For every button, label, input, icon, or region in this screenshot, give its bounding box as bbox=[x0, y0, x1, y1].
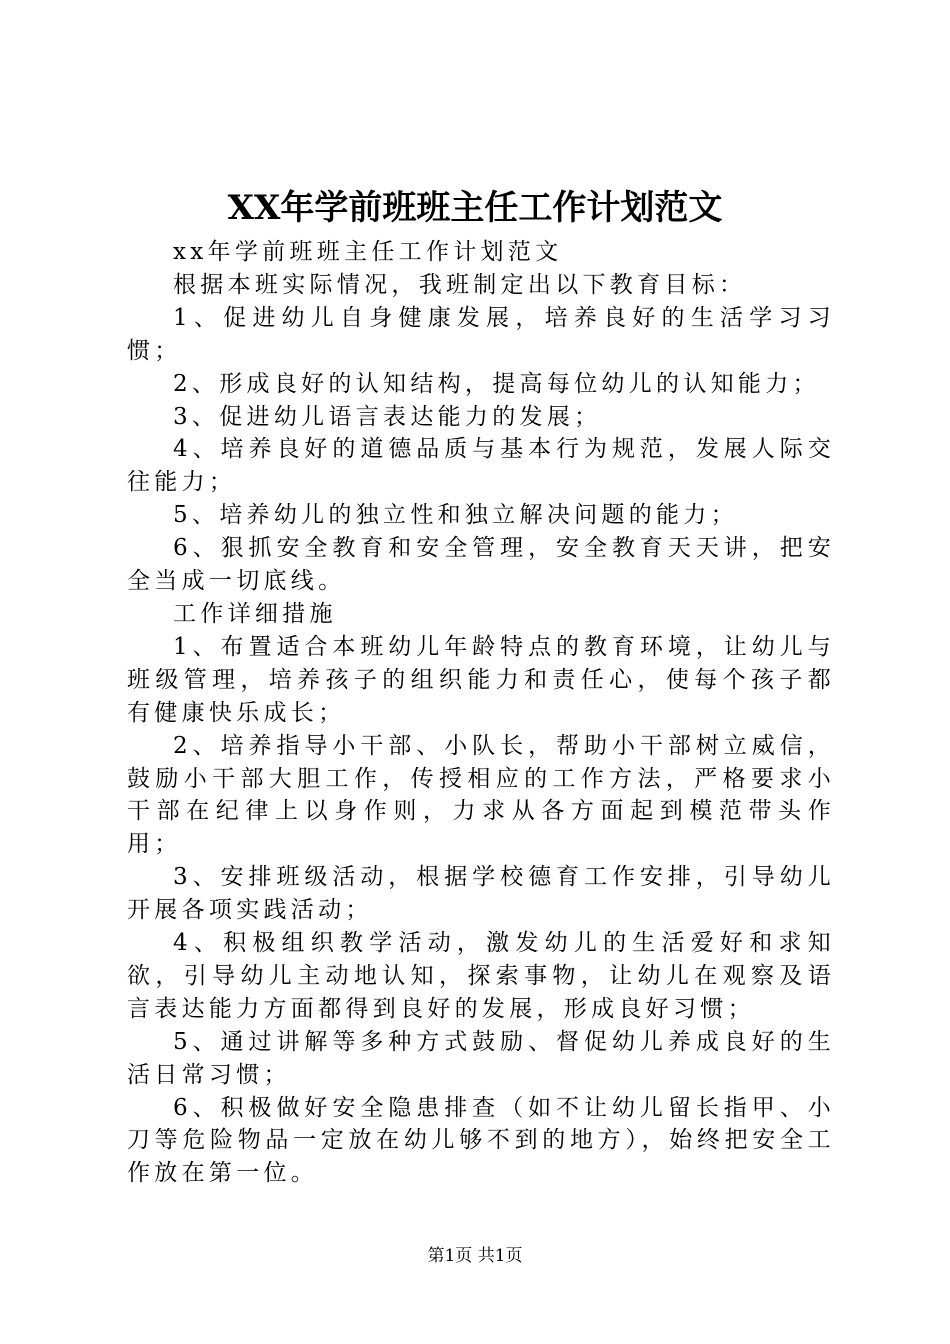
document-title: XX年学前班班主任工作计划范文 bbox=[227, 188, 723, 228]
page-number-footer: 第1页 共1页 bbox=[427, 1246, 523, 1266]
measure-item-3: 3、安排班级活动，根据学校德育工作安排，引导幼儿开展各项实践活动； bbox=[127, 864, 835, 924]
paragraph-intro: 根据本班实际情况，我班制定出以下教育目标： bbox=[173, 271, 747, 298]
measure-item-2: 2、培养指导小干部、小队长，帮助小干部树立威信，鼓励小干部大胆工作，传授相应的工作方法，严格要求小干部在纪律上以身作则，力求从各方面起到模范带头作用； bbox=[127, 732, 835, 858]
document-body bbox=[127, 236, 835, 1190]
paragraph-subtitle: xx年学前班班主任工作计划范文 bbox=[173, 239, 563, 265]
goal-item-5: 5、培养幼儿的独立性和独立解决问题的能力； bbox=[173, 502, 738, 529]
goal-item-2: 2、形成良好的认知结构，提高每位幼儿的认知能力； bbox=[173, 370, 820, 397]
goal-item-4: 4、培养良好的道德品质与基本行为规范，发展人际交往能力； bbox=[127, 436, 835, 496]
section-heading-measures: 工作详细措施 bbox=[173, 600, 337, 627]
measure-item-1: 1、布置适合本班幼儿年龄特点的教育环境，让幼儿与班级管理，培养孩子的组织能力和责任心，使每个孩子都有健康快乐成长； bbox=[127, 633, 835, 726]
measure-item-6: 6、积极做好安全隐患排查（如不让幼儿留长指甲、小刀等危险物品一定放在幼儿够不到的地方），始终把安全工作放在第一位。 bbox=[127, 1094, 835, 1187]
measure-item-4: 4、积极组织教学活动，激发幼儿的生活爱好和求知欲，引导幼儿主动地认知，探索事物，让幼儿在观察及语言表达能力方面都得到良好的发展，形成良好习惯； bbox=[127, 930, 835, 1022]
measure-item-5: 5、通过讲解等多种方式鼓励、督促幼儿养成良好的生活日常习惯； bbox=[127, 1028, 835, 1088]
goal-item-1: 1、促进幼儿自身健康发展，培养良好的生活学习习惯； bbox=[127, 304, 835, 364]
goal-item-3: 3、促进幼儿语言表达能力的发展； bbox=[173, 403, 602, 430]
goal-item-6: 6、狠抓安全教育和安全管理，安全教育天天讲，把安全当成一切底线。 bbox=[127, 535, 835, 595]
